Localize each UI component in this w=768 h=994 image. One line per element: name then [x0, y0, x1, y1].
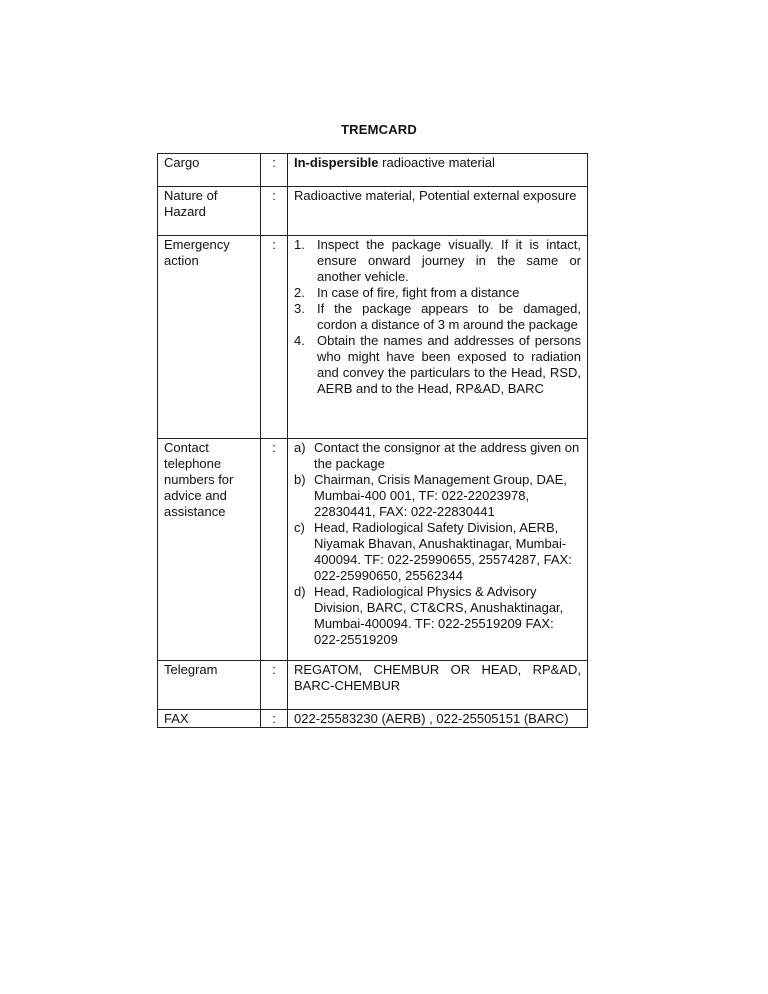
- list-item-number: 2.: [294, 285, 305, 300]
- emergency-action-list: [294, 237, 581, 397]
- table-row-emergency-action: [158, 236, 588, 439]
- table-row-cargo: [158, 154, 588, 187]
- row-label-nature-of-hazard: Nature of Hazard: [158, 187, 261, 236]
- list-item-text: Contact the consignor at the address given on the package: [314, 440, 580, 471]
- list-item-text: Inspect the package visually. If it is intact, ensure onward journey in the same or another vehicle.: [317, 237, 581, 284]
- table-row-telegram: [158, 661, 588, 710]
- row-value-cargo: [288, 154, 588, 187]
- list-item-text: Head, Radiological Physics & Advisory Division, BARC, CT&CRS, Anushaktinagar, Mumbai-400094. TF: 022-25519209 FAX: 022-25519209: [314, 584, 564, 647]
- list-item-letter: b): [294, 472, 306, 487]
- tremcard-table: [157, 153, 588, 728]
- table-row-contact-numbers: [158, 439, 588, 661]
- list-item-text: Chairman, Crisis Management Group, DAE, Mumbai-400 001, TF: 022-22023978, 22830441, FAX: 022-22830441: [314, 472, 567, 519]
- list-item-text: Obtain the names and addresses of persons who might have been exposed to radiation and convey the particulars to the Head, RSD, AERB and to the Head, RP&AD, BARC: [317, 333, 581, 396]
- colon-separator: :: [261, 154, 288, 187]
- table-row-nature-of-hazard: [158, 187, 588, 236]
- list-item: [294, 584, 581, 648]
- list-item: [294, 520, 581, 584]
- row-label-contact-numbers: Contact telephone numbers for advice and assistance: [158, 439, 261, 661]
- table-row-fax: [158, 710, 588, 728]
- list-item-text: If the package appears to be damaged, cordon a distance of 3 m around the package: [317, 301, 581, 332]
- row-label-fax: FAX: [158, 710, 261, 728]
- row-value-nature-of-hazard: Radioactive material, Potential external exposure: [288, 187, 588, 236]
- list-item-letter: c): [294, 520, 305, 535]
- list-item: [294, 333, 581, 397]
- list-item-number: 4.: [294, 333, 305, 348]
- cargo-value-bold: In-dispersible: [294, 155, 379, 170]
- colon-separator: :: [261, 439, 288, 661]
- row-value-fax: 022-25583230 (AERB) , 022-25505151 (BARC): [288, 710, 588, 728]
- colon-separator: :: [261, 710, 288, 728]
- list-item-number: 3.: [294, 301, 305, 316]
- list-item: [294, 301, 581, 333]
- list-item: [294, 440, 581, 472]
- row-value-contact-numbers: [288, 439, 588, 661]
- cargo-value-rest: radioactive material: [378, 155, 495, 170]
- list-item-letter: d): [294, 584, 306, 599]
- document-title: TREMCARD: [341, 122, 417, 137]
- list-item-text: Head, Radiological Safety Division, AERB, Niyamak Bhavan, Anushaktinagar, Mumbai-400094. TF: 022-25990655, 25574287, FAX: 022-25990650, 25562344: [314, 520, 572, 583]
- list-item: [294, 237, 581, 285]
- row-value-telegram: REGATOM, CHEMBUR OR HEAD, RP&AD, BARC-CHEMBUR: [288, 661, 588, 710]
- contact-list: [294, 440, 581, 648]
- list-item: [294, 472, 581, 520]
- colon-separator: :: [261, 661, 288, 710]
- colon-separator: :: [261, 187, 288, 236]
- row-value-emergency-action: [288, 236, 588, 439]
- list-item-letter: a): [294, 440, 306, 455]
- row-label-telegram: Telegram: [158, 661, 261, 710]
- colon-separator: :: [261, 236, 288, 439]
- list-item-number: 1.: [294, 237, 305, 252]
- row-label-emergency-action: Emergency action: [158, 236, 261, 439]
- list-item: [294, 285, 581, 301]
- row-label-cargo: Cargo: [158, 154, 261, 187]
- list-item-text: In case of fire, fight from a distance: [317, 285, 520, 300]
